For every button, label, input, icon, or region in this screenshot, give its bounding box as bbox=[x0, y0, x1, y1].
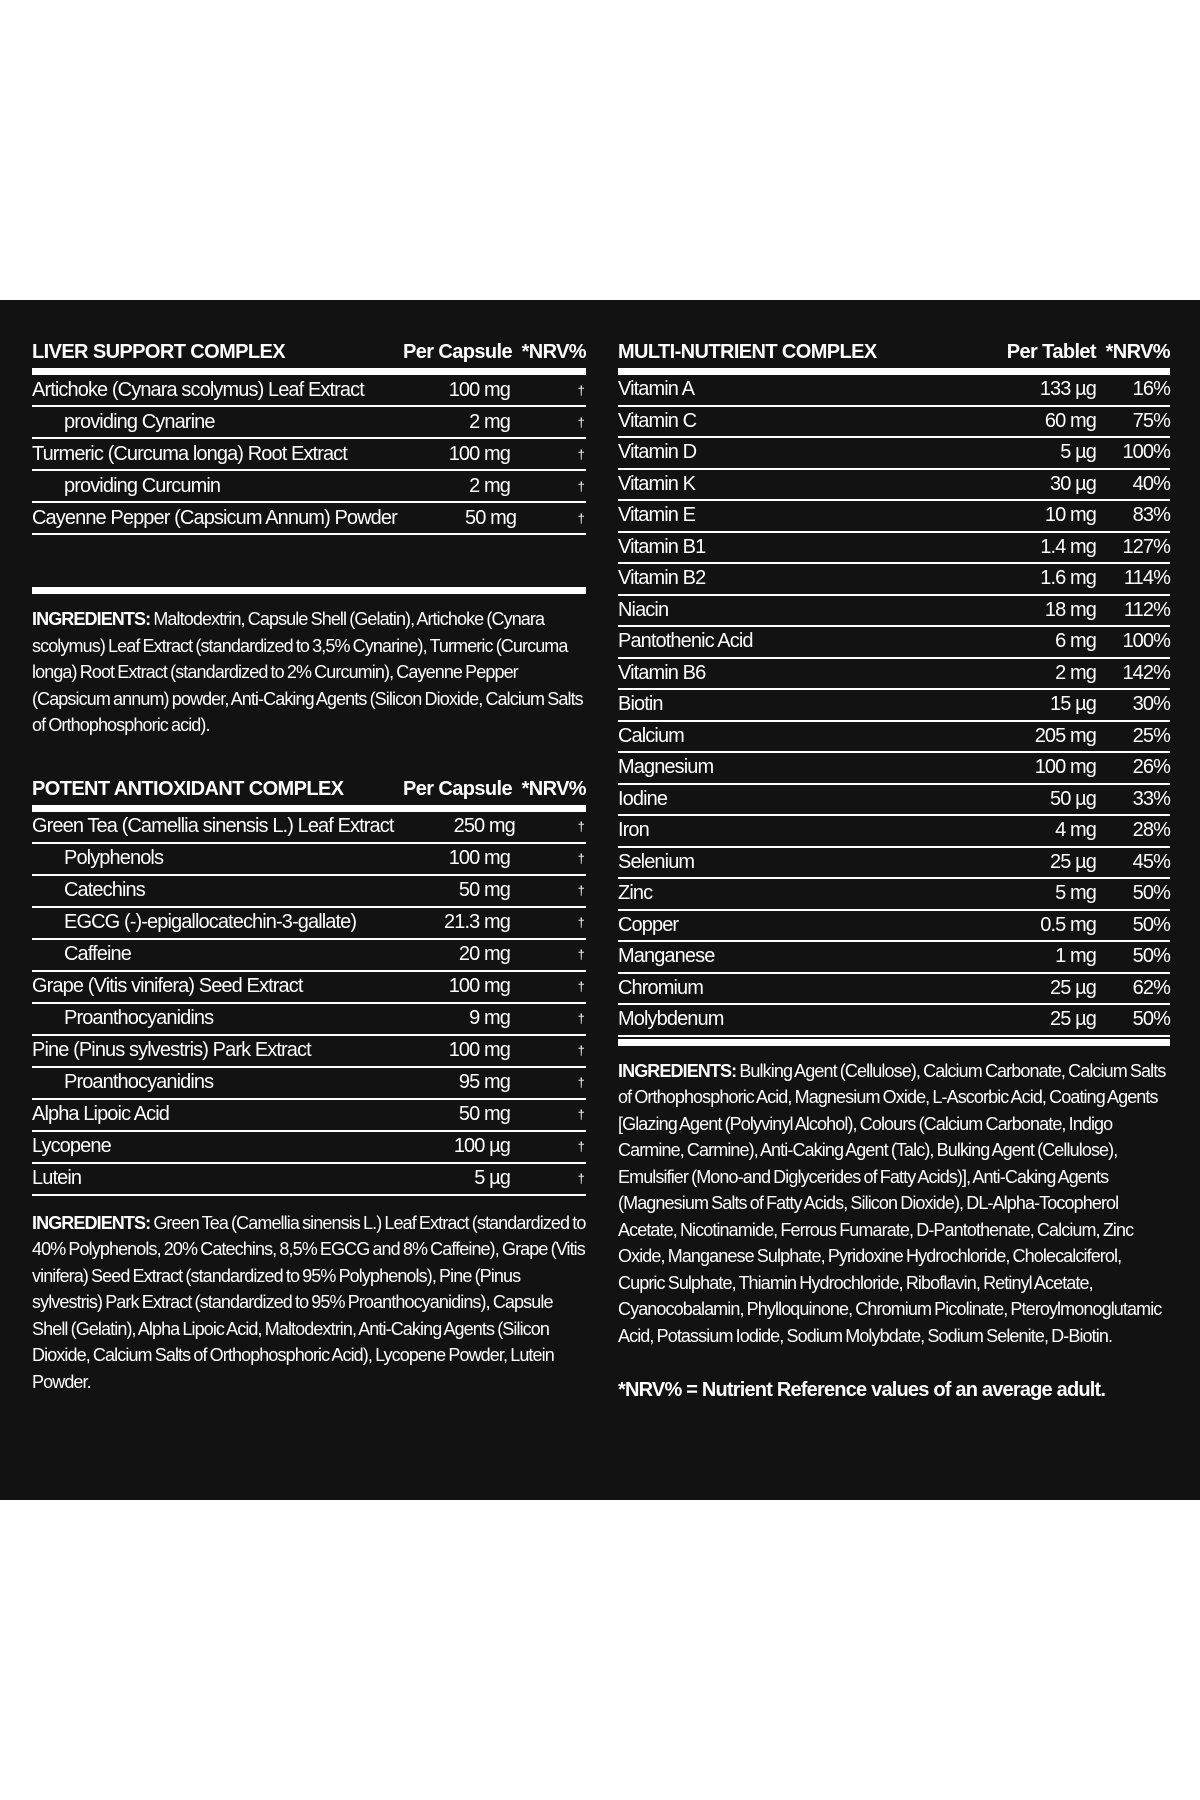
nrv-column-header: *NRV% bbox=[1105, 341, 1170, 363]
nutrient-name: Zinc bbox=[618, 882, 653, 905]
table-row bbox=[32, 1132, 586, 1164]
nrv-column-header: *NRV% bbox=[521, 341, 586, 363]
nutrient-nrv: † bbox=[577, 1107, 584, 1122]
table-row bbox=[32, 972, 586, 1004]
table-row bbox=[32, 844, 586, 876]
nutrient-nrv: 100% bbox=[1122, 441, 1170, 464]
nutrient-amount: 50 µg bbox=[1050, 787, 1096, 810]
table-header bbox=[618, 330, 1170, 364]
nutrient-amount: 1.6 mg bbox=[1040, 567, 1096, 590]
nutrient-amount: 6 mg bbox=[1055, 630, 1096, 653]
nutrient-nrv: 127% bbox=[1122, 535, 1170, 558]
nutrient-name: Copper bbox=[618, 913, 679, 936]
table-row bbox=[618, 690, 1170, 722]
nutrient-nrv: † bbox=[577, 851, 584, 866]
nutrient-amount: 2 mg bbox=[1055, 661, 1096, 684]
nutrient-amount: 100 mg bbox=[448, 378, 510, 401]
table-body bbox=[32, 812, 586, 1196]
nutrient-amount: 0.5 mg bbox=[1040, 913, 1096, 936]
nutrient-nrv: 75% bbox=[1132, 409, 1170, 432]
table-body bbox=[32, 375, 586, 535]
table-row bbox=[32, 1068, 586, 1100]
table-row bbox=[618, 596, 1170, 628]
nutrient-nrv: 50% bbox=[1132, 913, 1170, 936]
nutrient-name: Vitamin B2 bbox=[618, 567, 706, 590]
nutrient-amount: 30 µg bbox=[1050, 472, 1096, 495]
nutrient-amount: 18 mg bbox=[1044, 598, 1096, 621]
ingredients-text: Maltodextrin, Capsule Shell (Gelatin), Artichoke (Cynara scolymus) Leaf Extract (standardized to 3,5% Cynarine), Turmeric (Curcuma longa) Root Extract (standardized to 2% Curcumin), Cayenne Pepper (Capsicum annum) powder, Anti-Caking Agents (Silicon Dioxide, Calcium Salts of Orthophosphoric acid). bbox=[32, 609, 583, 735]
table-header bbox=[32, 330, 586, 364]
table-row bbox=[618, 627, 1170, 659]
nutrient-amount: 1.4 mg bbox=[1040, 535, 1096, 558]
nutrient-amount: 5 µg bbox=[474, 1167, 510, 1189]
nutrient-amount: 5 mg bbox=[1055, 882, 1096, 905]
ingredients-text: Bulking Agent (Cellulose), Calcium Carbonate, Calcium Salts of Orthophosphoric Acid, Magnesium Oxide, L-Ascorbic Acid, Coating Agents [Glazing Agent (Polyvinyl Alcohol), Colours (Calcium Carbonate, Indigo Carmine, Carmine), Anti-Caking Agent (Talc), Bulking Agent (Cellulose), Emulsifier (Mono-and Diglycerides of Fatty Acids)], Anti-Caking Agents (Magnesium Salts of Fatty Acids, Silicon Dioxide), DL-Alpha-Tocopherol Acetate, Nicotinamide, Ferrous Fumarate, D-Pantothenate, Calcium, Zinc Oxide, Manganese Sulphate, Pyridoxine Hydrochloride, Cholecalciferol, Cupric Sulphate, Thiamin Hydrochloride, Riboflavin, Retinyl Acetate, Cyanocobalamin, Phylloquinone, Chromium Picolinate, Pteroylmonoglutamic Acid, Potassium Iodide, Sodium Molybdate, Sodium Selenite, D-Biotin. bbox=[618, 1060, 1166, 1346]
nutrient-name: Vitamin E bbox=[618, 504, 696, 527]
table-row bbox=[618, 816, 1170, 848]
nutrient-name: Niacin bbox=[618, 598, 669, 621]
table-row bbox=[32, 812, 586, 844]
table-row bbox=[32, 1164, 586, 1196]
nutrient-amount: 100 mg bbox=[448, 442, 510, 465]
nutrient-nrv: † bbox=[577, 1075, 584, 1090]
liver-ingredients bbox=[32, 606, 586, 739]
nutrient-nrv: † bbox=[577, 915, 584, 930]
nutrient-nrv: 28% bbox=[1132, 819, 1170, 842]
amount-column-header: Per Capsule bbox=[402, 777, 512, 800]
nutrient-nrv: † bbox=[577, 819, 584, 834]
left-column bbox=[32, 330, 586, 1395]
nutrient-name: Cayenne Pepper (Capsicum Annum) Powder bbox=[32, 506, 397, 529]
nutrient-nrv: 100% bbox=[1122, 630, 1170, 653]
nutrient-nrv: 62% bbox=[1132, 976, 1170, 999]
nutrient-name: Catechins bbox=[64, 879, 145, 901]
nutrient-name: Iodine bbox=[618, 787, 668, 810]
nutrient-name: Green Tea (Camellia sinensis L.) Leaf Extract bbox=[32, 815, 394, 837]
table-row bbox=[618, 501, 1170, 533]
nutrient-name: Selenium bbox=[618, 850, 695, 873]
nutrient-nrv: 40% bbox=[1132, 472, 1170, 495]
nutrient-nrv: † bbox=[577, 1171, 584, 1186]
nutrient-name: Vitamin C bbox=[618, 409, 697, 432]
nutrient-amount: 2 mg bbox=[469, 410, 510, 433]
nutrient-name: Lutein bbox=[32, 1167, 82, 1189]
table-title: MULTI-NUTRIENT COMPLEX bbox=[618, 341, 877, 363]
nutrient-amount: 15 µg bbox=[1050, 693, 1096, 716]
nutrient-amount: 100 µg bbox=[453, 1135, 510, 1157]
nutrient-name: Artichoke (Cynara scolymus) Leaf Extract bbox=[32, 378, 364, 401]
nutrient-nrv: † bbox=[577, 446, 584, 462]
nutrient-name: Lycopene bbox=[32, 1135, 111, 1157]
nutrient-amount: 25 µg bbox=[1050, 976, 1096, 999]
nutrient-name: Vitamin K bbox=[618, 472, 696, 495]
table-title: LIVER SUPPORT COMPLEX bbox=[32, 341, 285, 363]
antioxidant-table bbox=[32, 767, 586, 1196]
ingredients-label: INGREDIENTS: bbox=[618, 1060, 737, 1081]
nutrient-nrv: † bbox=[577, 478, 584, 494]
liver-support-table bbox=[32, 330, 586, 535]
nutrient-amount: 100 mg bbox=[1034, 756, 1096, 779]
table-title: POTENT ANTIOXIDANT COMPLEX bbox=[32, 777, 344, 800]
nutrient-nrv: 16% bbox=[1132, 378, 1170, 401]
nutrient-amount: 4 mg bbox=[1055, 819, 1096, 842]
nutrient-amount: 1 mg bbox=[1055, 945, 1096, 968]
nutrient-name: Polyphenols bbox=[64, 847, 164, 869]
table-row bbox=[618, 848, 1170, 880]
table-header bbox=[32, 767, 586, 801]
supplement-facts-panel bbox=[0, 300, 1200, 1500]
nutrient-name: Alpha Lipoic Acid bbox=[32, 1103, 170, 1125]
nutrient-name: Vitamin D bbox=[618, 441, 697, 464]
nutrient-nrv: 33% bbox=[1132, 787, 1170, 810]
nutrient-nrv: 112% bbox=[1123, 598, 1170, 621]
nutrient-amount: 95 mg bbox=[458, 1071, 510, 1093]
table-row bbox=[32, 1004, 586, 1036]
nutrient-name: Proanthocyanidins bbox=[64, 1007, 214, 1029]
nutrient-amount: 50 mg bbox=[458, 879, 510, 901]
table-row bbox=[618, 564, 1170, 596]
table-row bbox=[32, 439, 586, 471]
nutrient-amount: 250 mg bbox=[453, 815, 515, 837]
ingredients-label: INGREDIENTS: bbox=[32, 1212, 151, 1233]
nutrient-nrv: 83% bbox=[1132, 504, 1170, 527]
nutrient-amount: 9 mg bbox=[469, 1007, 510, 1029]
nutrient-amount: 21.3 mg bbox=[444, 911, 510, 933]
nutrient-name: Calcium bbox=[618, 724, 684, 747]
amount-column-header: Per Capsule bbox=[402, 341, 512, 363]
header-rule bbox=[32, 805, 586, 812]
nutrient-name: Biotin bbox=[618, 693, 663, 716]
multi-nutrient-table bbox=[618, 330, 1170, 1046]
nutrient-name: Caffeine bbox=[64, 943, 131, 965]
nutrient-amount: 100 mg bbox=[448, 975, 510, 997]
multi-ingredients bbox=[618, 1058, 1170, 1350]
table-row bbox=[618, 785, 1170, 817]
nutrient-name: Turmeric (Curcuma longa) Root Extract bbox=[32, 442, 347, 465]
footer-rule bbox=[618, 1039, 1170, 1046]
nutrient-nrv: † bbox=[577, 1043, 584, 1058]
nutrient-name: Pantothenic Acid bbox=[618, 630, 753, 653]
nutrient-amount: 25 µg bbox=[1050, 1008, 1096, 1031]
table-row bbox=[618, 879, 1170, 911]
header-rule bbox=[32, 368, 586, 375]
nutrient-nrv: † bbox=[577, 1139, 584, 1154]
nutrient-nrv: 50% bbox=[1132, 882, 1170, 905]
nutrient-amount: 100 mg bbox=[448, 1039, 510, 1061]
table-row bbox=[32, 407, 586, 439]
nutrient-name: providing Cynarine bbox=[64, 410, 215, 433]
nutrient-amount: 100 mg bbox=[448, 847, 510, 869]
nutrient-amount: 25 µg bbox=[1050, 850, 1096, 873]
nutrient-nrv: † bbox=[577, 979, 584, 994]
nutrient-nrv: † bbox=[577, 883, 584, 898]
table-row bbox=[32, 1100, 586, 1132]
nutrient-amount: 20 mg bbox=[458, 943, 510, 965]
table-row bbox=[618, 911, 1170, 943]
table-row bbox=[32, 876, 586, 908]
table-row bbox=[618, 942, 1170, 974]
table-row bbox=[32, 375, 586, 407]
nutrient-name: Molybdenum bbox=[618, 1008, 724, 1031]
nutrient-nrv: 50% bbox=[1132, 945, 1170, 968]
nutrient-nrv: † bbox=[577, 510, 584, 526]
nutrient-nrv: 50% bbox=[1132, 1008, 1170, 1031]
header-rule bbox=[618, 368, 1170, 375]
table-row bbox=[618, 1005, 1170, 1037]
nutrient-name: Vitamin A bbox=[618, 378, 695, 401]
nutrient-amount: 205 mg bbox=[1034, 724, 1096, 747]
nutrient-nrv: † bbox=[577, 947, 584, 962]
table-row bbox=[32, 503, 586, 535]
nutrient-nrv: † bbox=[577, 414, 584, 430]
nutrient-nrv: 30% bbox=[1132, 693, 1170, 716]
table-row bbox=[32, 471, 586, 503]
nutrient-name: Proanthocyanidins bbox=[64, 1071, 214, 1093]
nutrient-name: Vitamin B1 bbox=[618, 535, 706, 558]
table-row bbox=[618, 974, 1170, 1006]
nutrient-amount: 10 mg bbox=[1044, 504, 1096, 527]
nutrient-amount: 2 mg bbox=[469, 474, 510, 497]
nrv-footnote: *NRV% = Nutrient Reference values of an average adult. bbox=[618, 1379, 1106, 1401]
table-row bbox=[618, 533, 1170, 565]
nutrient-name: providing Curcumin bbox=[64, 474, 221, 497]
table-row bbox=[618, 438, 1170, 470]
table-row bbox=[618, 470, 1170, 502]
antioxidant-ingredients bbox=[32, 1210, 586, 1396]
table-row bbox=[32, 1036, 586, 1068]
nutrient-name: Vitamin B6 bbox=[618, 661, 706, 684]
table-row bbox=[618, 407, 1170, 439]
nutrient-nrv: 142% bbox=[1122, 661, 1170, 684]
ingredients-label: INGREDIENTS: bbox=[32, 609, 151, 629]
nutrient-nrv: 25% bbox=[1132, 724, 1170, 747]
nutrient-amount: 5 µg bbox=[1060, 441, 1096, 464]
nrv-column-header: *NRV% bbox=[521, 777, 586, 800]
table-row bbox=[618, 375, 1170, 407]
nutrient-name: Magnesium bbox=[618, 756, 714, 779]
nutrient-nrv: † bbox=[577, 1011, 584, 1026]
nutrient-amount: 60 mg bbox=[1044, 409, 1096, 432]
right-column bbox=[618, 330, 1170, 1402]
table-row bbox=[618, 659, 1170, 691]
nutrient-name: Manganese bbox=[618, 945, 715, 968]
table-row bbox=[32, 908, 586, 940]
nutrient-nrv: 26% bbox=[1132, 756, 1170, 779]
nutrient-name: Pine (Pinus sylvestris) Park Extract bbox=[32, 1039, 311, 1061]
nutrient-amount: 50 mg bbox=[465, 506, 517, 529]
ingredients-text: Green Tea (Camellia sinensis L.) Leaf Extract (standardized to 40% Polyphenols, 20% Catechins, 8,5% EGCG and 8% Caffeine), Grape (Vitis vinifera) Seed Extract (standardized to 95% Polyphenols), Pine (Pinus sylvestris) Park Extract (standardized to 95% Proanthocyanidins), Capsule Shell (Gelatin), Alpha Lipoic Acid, Maltodextrin, Anti-Caking Agents (Silicon Dioxide, Calcium Salts of Orthophosphoric Acid), Lycopene Powder, Lutein Powder. bbox=[32, 1212, 586, 1392]
nutrient-amount: 50 mg bbox=[458, 1103, 510, 1125]
section-rule bbox=[32, 587, 586, 594]
table-row bbox=[618, 722, 1170, 754]
amount-column-header: Per Tablet bbox=[1006, 341, 1096, 363]
nutrient-nrv: 45% bbox=[1132, 850, 1170, 873]
nutrient-name: EGCG (-)-epigallocatechin-3-gallate) bbox=[64, 911, 357, 933]
table-body bbox=[618, 375, 1170, 1037]
nutrient-name: Chromium bbox=[618, 976, 704, 999]
nutrient-nrv: † bbox=[577, 382, 584, 398]
nutrient-name: Iron bbox=[618, 819, 649, 842]
nutrient-amount: 133 µg bbox=[1039, 378, 1096, 401]
nutrient-name: Grape (Vitis vinifera) Seed Extract bbox=[32, 975, 303, 997]
nutrient-nrv: 114% bbox=[1123, 567, 1170, 590]
table-row bbox=[32, 940, 586, 972]
table-row bbox=[618, 753, 1170, 785]
